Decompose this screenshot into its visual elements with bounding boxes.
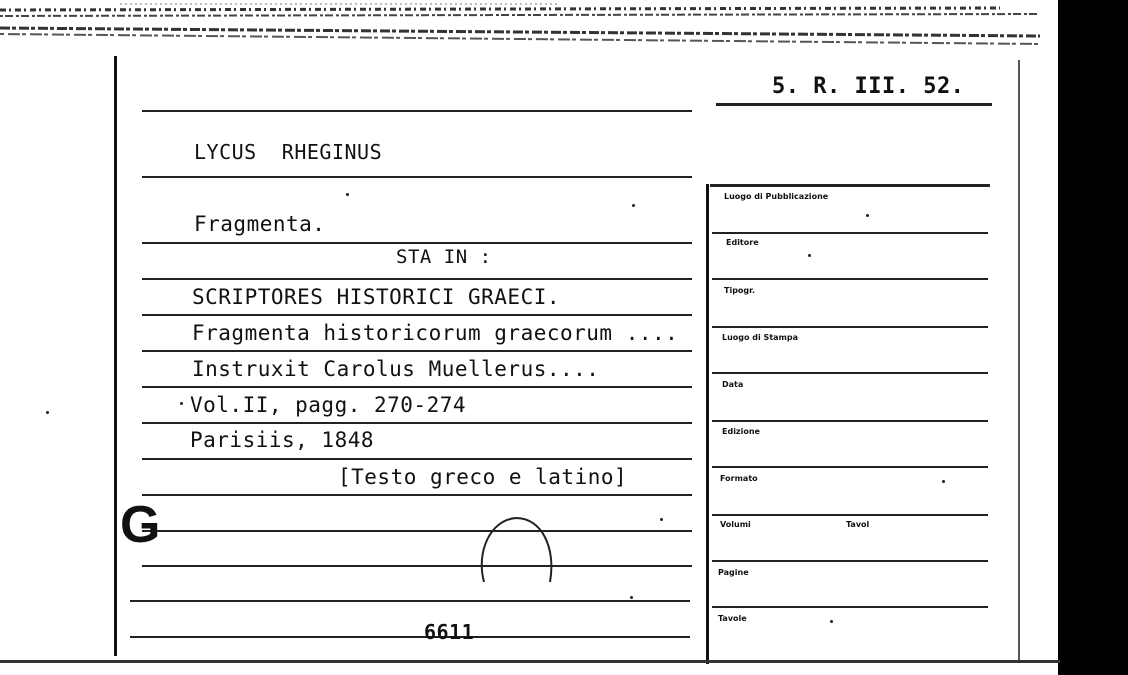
citation-line: Instruxit Carolus Muellerus.... <box>192 357 600 381</box>
rule-line <box>142 530 692 532</box>
rule-line <box>142 458 692 460</box>
scan-speck <box>660 518 663 521</box>
form-rule <box>712 326 988 328</box>
title-text: Fragmenta. <box>194 212 326 236</box>
citation-line: Vol.II, pagg. 270-274 <box>190 393 467 417</box>
form-label-tavole: Tavole <box>718 614 747 623</box>
form-label-tipogr: Tipogr. <box>724 286 755 295</box>
language-note: [Testo greco e latino] <box>338 465 628 489</box>
form-rule <box>712 278 988 280</box>
rule-line <box>130 636 690 638</box>
rule-line <box>142 386 692 388</box>
rule-line <box>142 110 692 112</box>
form-rule <box>712 560 988 562</box>
series-title: SCRIPTORES HISTORICI GRAECI. <box>192 285 561 309</box>
form-label-editore: Editore <box>726 238 759 247</box>
scan-speck <box>180 402 183 405</box>
scan-speck <box>942 480 945 483</box>
accession-number: 6611 <box>424 620 475 644</box>
citation-line: Parisiis, 1848 <box>190 428 375 452</box>
sta-in-label: STA IN : <box>396 246 492 268</box>
rule-line <box>142 314 692 316</box>
scan-speck <box>632 204 635 207</box>
scan-black-edge <box>1058 0 1128 675</box>
shelfmark: 5. R. III. 52. <box>772 74 965 99</box>
rule-line <box>142 565 692 567</box>
rule-line <box>142 176 692 178</box>
form-label-pagine: Pagine <box>718 568 749 577</box>
form-label-luogo-pubblicazione: Luogo di Pubblicazione <box>724 192 829 201</box>
citation-line: Fragmenta historicorum graecorum .... <box>192 321 679 345</box>
rule-line <box>130 600 690 602</box>
form-label-edizione: Edizione <box>722 427 760 436</box>
form-label-volumi: Volumi <box>720 520 751 529</box>
scan-speck <box>866 214 869 217</box>
form-box-right-edge <box>1018 60 1020 660</box>
punch-hole <box>470 512 560 592</box>
form-box-left-border <box>706 184 709 664</box>
shelfmark-underline <box>716 103 992 106</box>
classification-letter: G <box>120 496 161 554</box>
scan-speck <box>46 411 49 414</box>
rule-line <box>142 350 692 352</box>
scan-speck <box>630 596 633 599</box>
form-rule <box>712 606 988 608</box>
scan-speck <box>808 254 811 257</box>
form-label-formato: Formato <box>720 474 758 483</box>
form-rule <box>712 466 988 468</box>
form-label-data: Data <box>722 380 744 389</box>
scan-speck <box>346 193 349 196</box>
form-rule <box>712 514 988 516</box>
scan-speck <box>830 620 833 623</box>
rule-line <box>142 242 692 244</box>
card-left-border <box>114 56 117 656</box>
form-label-tavol: Tavol <box>846 520 870 529</box>
form-rule <box>712 372 988 374</box>
rule-line <box>142 494 692 496</box>
form-rule <box>712 420 988 422</box>
author-heading: LYCUS RHEGINUS <box>194 140 383 164</box>
scan-bottom-edge <box>0 660 1060 663</box>
form-rule <box>712 232 988 234</box>
scan-noise-top <box>0 0 1060 50</box>
rule-line <box>142 278 692 280</box>
rule-line <box>142 422 692 424</box>
form-label-luogo-stampa: Luogo di Stampa <box>722 333 798 342</box>
form-box-top <box>710 184 990 187</box>
